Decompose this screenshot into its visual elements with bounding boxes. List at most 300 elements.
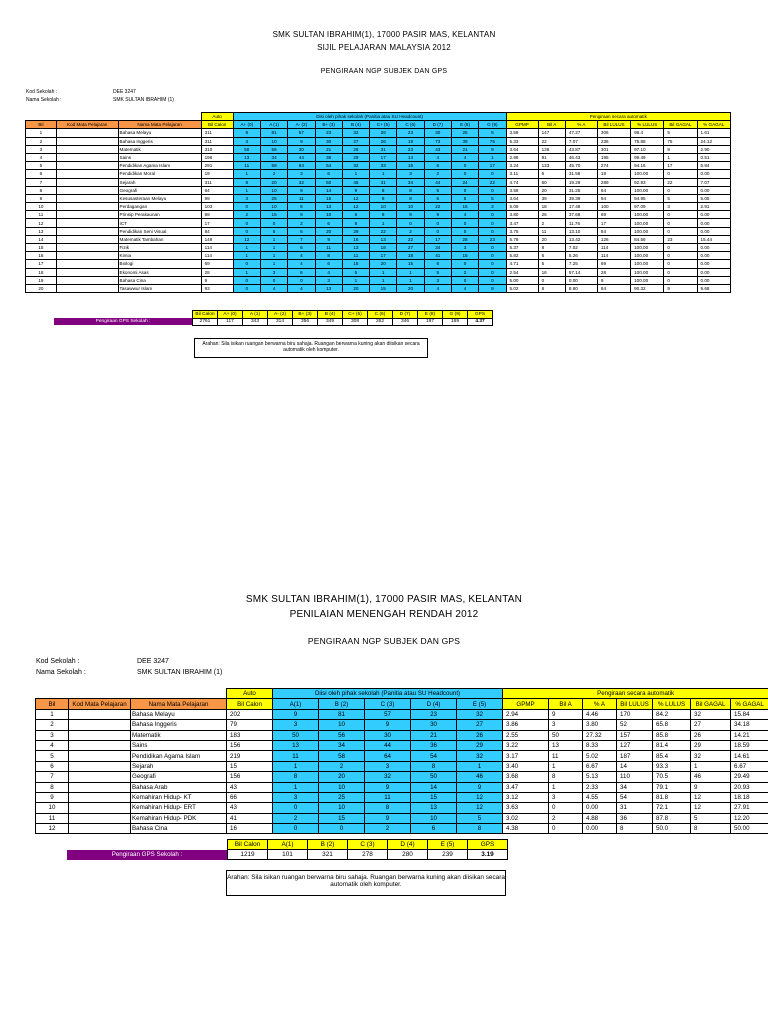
- table-cell[interactable]: 27: [457, 720, 503, 730]
- table-cell[interactable]: 30: [424, 129, 451, 137]
- column-header: Nama Mata Pelajaran: [131, 699, 227, 709]
- table-cell[interactable]: 20: [370, 260, 397, 268]
- table-cell[interactable]: 3: [288, 170, 315, 178]
- table-cell[interactable]: 10: [315, 211, 342, 219]
- table-cell[interactable]: 9: [479, 284, 506, 292]
- table-cell[interactable]: 0: [233, 219, 260, 227]
- table-cell[interactable]: 12: [342, 203, 369, 211]
- table-cell[interactable]: 0: [479, 170, 506, 178]
- table-cell[interactable]: 31: [370, 145, 397, 153]
- table-cell[interactable]: 8: [397, 194, 424, 202]
- table-cell[interactable]: 4: [288, 260, 315, 268]
- blank-cell: [26, 113, 202, 121]
- table-cell[interactable]: 8: [273, 772, 319, 782]
- table-cell[interactable]: 64: [288, 162, 315, 170]
- table-cell[interactable]: 9: [457, 782, 503, 792]
- table-cell[interactable]: 21: [411, 730, 457, 740]
- table-cell[interactable]: 4: [288, 284, 315, 292]
- table-cell[interactable]: 0: [273, 803, 319, 813]
- table-cell[interactable]: 0: [451, 219, 478, 227]
- table-cell[interactable]: 0: [479, 227, 506, 235]
- table-cell[interactable]: 6: [288, 268, 315, 276]
- table-cell: 100.00: [631, 219, 664, 227]
- table-cell[interactable]: 30: [288, 145, 315, 153]
- table-cell[interactable]: 8: [288, 203, 315, 211]
- table-cell[interactable]: 30: [411, 720, 457, 730]
- table-cell[interactable]: 54: [411, 751, 457, 761]
- table-cell[interactable]: 32: [342, 129, 369, 137]
- table-cell[interactable]: 9: [288, 211, 315, 219]
- table-cell[interactable]: 0: [451, 186, 478, 194]
- table-cell[interactable]: 13: [411, 803, 457, 813]
- table-cell[interactable]: 1: [273, 782, 319, 792]
- table-cell[interactable]: 1: [397, 276, 424, 284]
- table-cell[interactable]: 20: [342, 284, 369, 292]
- table-cell[interactable]: 20: [319, 772, 365, 782]
- table-cell[interactable]: 10: [260, 137, 287, 145]
- table-cell[interactable]: 0: [451, 227, 478, 235]
- table-cell[interactable]: 26: [370, 129, 397, 137]
- table-cell[interactable]: 24: [451, 178, 478, 186]
- table-cell[interactable]: 26: [457, 730, 503, 740]
- table-cell[interactable]: 5: [424, 268, 451, 276]
- table-cell[interactable]: 58: [319, 751, 365, 761]
- table-cell[interactable]: 25: [451, 129, 478, 137]
- table-cell: [56, 252, 118, 260]
- table-cell[interactable]: 23: [479, 235, 506, 243]
- table-cell[interactable]: 6: [424, 162, 451, 170]
- table-cell[interactable]: 0: [233, 203, 260, 211]
- table-cell[interactable]: 3: [233, 137, 260, 145]
- table-cell[interactable]: 32: [288, 178, 315, 186]
- table-cell[interactable]: 9: [233, 129, 260, 137]
- table-cell[interactable]: 9: [365, 720, 411, 730]
- table-cell[interactable]: 9: [342, 186, 369, 194]
- table-cell[interactable]: 10: [319, 803, 365, 813]
- summary-header: E (5): [428, 840, 468, 850]
- table-cell[interactable]: 10: [411, 813, 457, 823]
- table-cell[interactable]: 43: [424, 145, 451, 153]
- table-cell[interactable]: 25: [319, 792, 365, 802]
- kod-value: DEE 3247: [113, 89, 136, 95]
- table-cell[interactable]: 4: [424, 284, 451, 292]
- table-cell[interactable]: 64: [365, 751, 411, 761]
- table-cell[interactable]: 0: [451, 260, 478, 268]
- table-cell: 3.64: [506, 194, 538, 202]
- table-cell: 0.00: [565, 276, 597, 284]
- table-cell[interactable]: 0: [479, 244, 506, 252]
- table-cell[interactable]: 10: [260, 186, 287, 194]
- table-cell[interactable]: 0: [479, 276, 506, 284]
- table-cell[interactable]: 26: [370, 137, 397, 145]
- table-cell[interactable]: 13: [342, 244, 369, 252]
- table-cell[interactable]: 8: [397, 186, 424, 194]
- table-cell[interactable]: 5: [260, 227, 287, 235]
- table-cell[interactable]: 3: [451, 244, 478, 252]
- table-cell[interactable]: 33: [370, 162, 397, 170]
- table-cell[interactable]: 1: [233, 268, 260, 276]
- table-cell[interactable]: 1: [370, 170, 397, 178]
- table-cell[interactable]: 1: [342, 170, 369, 178]
- table-cell: 149: [201, 235, 233, 243]
- table-cell[interactable]: 0: [424, 219, 451, 227]
- table-cell[interactable]: 50: [411, 772, 457, 782]
- table-cell[interactable]: 9: [365, 813, 411, 823]
- table-cell[interactable]: 1: [370, 268, 397, 276]
- table-cell[interactable]: 50: [315, 178, 342, 186]
- table-cell[interactable]: 0: [397, 219, 424, 227]
- table-cell[interactable]: 15: [411, 792, 457, 802]
- table-cell[interactable]: 28: [451, 235, 478, 243]
- table-cell[interactable]: 1: [273, 761, 319, 771]
- table-cell[interactable]: 9: [315, 235, 342, 243]
- table-cell[interactable]: 0: [479, 219, 506, 227]
- table-cell[interactable]: 14: [411, 782, 457, 792]
- table-cell[interactable]: 12: [457, 792, 503, 802]
- table-cell[interactable]: 39: [451, 137, 478, 145]
- table-cell[interactable]: 2: [397, 227, 424, 235]
- table-cell[interactable]: 6: [411, 824, 457, 834]
- table-cell[interactable]: 8: [370, 186, 397, 194]
- table-cell[interactable]: 41: [424, 252, 451, 260]
- table-cell[interactable]: 27: [342, 137, 369, 145]
- table-cell[interactable]: 18: [370, 244, 397, 252]
- table-cell: [69, 761, 131, 771]
- table-cell[interactable]: 57: [365, 709, 411, 719]
- table-cell[interactable]: 34: [424, 244, 451, 252]
- table-cell[interactable]: 0: [260, 219, 287, 227]
- table-cell[interactable]: 0: [260, 276, 287, 284]
- table-cell[interactable]: 50: [273, 730, 319, 740]
- table-cell[interactable]: 8: [365, 803, 411, 813]
- table-cell[interactable]: 6: [315, 260, 342, 268]
- table-cell[interactable]: 6: [315, 170, 342, 178]
- table-cell: 27.32: [583, 730, 617, 740]
- table-cell[interactable]: 1: [260, 260, 287, 268]
- table-cell[interactable]: 4: [451, 153, 478, 161]
- table-cell[interactable]: 11: [288, 194, 315, 202]
- table-cell[interactable]: 73: [424, 137, 451, 145]
- table-cell[interactable]: 0: [451, 162, 478, 170]
- table-row: [26, 194, 731, 202]
- table-cell[interactable]: 14: [397, 153, 424, 161]
- table-cell: 8: [691, 824, 731, 834]
- table-cell[interactable]: 14: [315, 186, 342, 194]
- table-cell[interactable]: 58: [260, 162, 287, 170]
- table-cell[interactable]: 17: [370, 153, 397, 161]
- table-cell[interactable]: 4: [315, 268, 342, 276]
- table-cell[interactable]: 3: [233, 194, 260, 202]
- table-cell: [56, 137, 118, 145]
- table-cell[interactable]: 9: [479, 145, 506, 153]
- table-cell[interactable]: 36: [315, 153, 342, 161]
- table-cell[interactable]: 15: [319, 813, 365, 823]
- table-cell[interactable]: 15: [370, 284, 397, 292]
- table-cell[interactable]: 32: [457, 751, 503, 761]
- table-cell[interactable]: 32: [365, 772, 411, 782]
- table-cell[interactable]: 3: [260, 268, 287, 276]
- table-cell[interactable]: 12: [233, 235, 260, 243]
- table-cell[interactable]: 13: [370, 235, 397, 243]
- table-cell[interactable]: 20: [397, 284, 424, 292]
- table-cell[interactable]: 17: [370, 252, 397, 260]
- table-cell[interactable]: 29: [342, 227, 369, 235]
- table-row: [26, 178, 731, 186]
- kod-value: DEE 3247: [137, 658, 169, 665]
- table-cell[interactable]: 36: [411, 740, 457, 750]
- table-cell[interactable]: 46: [457, 772, 503, 782]
- table-cell[interactable]: 16: [342, 235, 369, 243]
- table-cell: 114: [201, 244, 233, 252]
- table-cell[interactable]: 23: [411, 709, 457, 719]
- table-cell[interactable]: 34: [319, 740, 365, 750]
- table-cell[interactable]: 6: [342, 211, 369, 219]
- table-cell[interactable]: 2: [273, 813, 319, 823]
- table-cell[interactable]: 26: [342, 145, 369, 153]
- table-cell: 28: [201, 268, 233, 276]
- table-cell[interactable]: 3: [273, 792, 319, 802]
- table-cell[interactable]: 15: [397, 260, 424, 268]
- table-cell[interactable]: 8: [233, 178, 260, 186]
- table-cell[interactable]: 9: [273, 709, 319, 719]
- table-cell[interactable]: 1: [233, 186, 260, 194]
- table-cell[interactable]: 8: [457, 824, 503, 834]
- table-cell: [56, 227, 118, 235]
- table-cell[interactable]: 11: [342, 252, 369, 260]
- table-cell[interactable]: 0: [424, 227, 451, 235]
- table-cell[interactable]: 9: [397, 211, 424, 219]
- table-cell[interactable]: 16: [397, 162, 424, 170]
- table-cell[interactable]: 5: [342, 268, 369, 276]
- table-cell[interactable]: 3: [397, 170, 424, 178]
- table-cell[interactable]: 11: [273, 751, 319, 761]
- table-cell[interactable]: 0: [479, 268, 506, 276]
- table-cell[interactable]: 0: [233, 284, 260, 292]
- table-cell: 22: [664, 178, 697, 186]
- table-cell[interactable]: 1: [260, 252, 287, 260]
- table-cell[interactable]: 1: [479, 153, 506, 161]
- table-cell[interactable]: 3: [365, 761, 411, 771]
- table-cell[interactable]: 15: [451, 252, 478, 260]
- arahan-text: Arahan: Sila isikan ruangan berwarna biru sahaja. Ruangan berwarna kuning akan diisikan secara automatik oleh komputer.: [227, 874, 505, 888]
- table-cell[interactable]: 2: [288, 219, 315, 227]
- table-cell[interactable]: 2: [424, 170, 451, 178]
- table-cell[interactable]: 5: [479, 194, 506, 202]
- table-cell[interactable]: 6: [288, 244, 315, 252]
- table-cell[interactable]: 75: [479, 137, 506, 145]
- table-cell: [69, 824, 131, 834]
- table-cell[interactable]: 0: [233, 276, 260, 284]
- table-cell[interactable]: 22: [397, 235, 424, 243]
- table-cell[interactable]: 30: [365, 730, 411, 740]
- table-cell[interactable]: 0: [479, 211, 506, 219]
- table-cell[interactable]: 10: [319, 720, 365, 730]
- table-cell[interactable]: 15: [342, 260, 369, 268]
- table-cell[interactable]: 19: [397, 137, 424, 145]
- table-cell[interactable]: 4: [451, 211, 478, 219]
- table-cell[interactable]: 13: [233, 153, 260, 161]
- table-cell[interactable]: 31: [370, 178, 397, 186]
- table-cell[interactable]: 3: [273, 720, 319, 730]
- table-cell[interactable]: 15: [315, 194, 342, 202]
- table-cell: 9.68: [697, 284, 730, 292]
- table-cell[interactable]: 10: [260, 203, 287, 211]
- table-cell[interactable]: 17: [424, 235, 451, 243]
- table-cell[interactable]: 1: [370, 276, 397, 284]
- table-cell[interactable]: 0: [233, 260, 260, 268]
- table-cell[interactable]: 30: [315, 137, 342, 145]
- table-cell[interactable]: 2: [319, 761, 365, 771]
- table-cell[interactable]: 1: [397, 268, 424, 276]
- table-cell[interactable]: 46: [342, 178, 369, 186]
- table-cell[interactable]: 6: [424, 194, 451, 202]
- table-cell[interactable]: 10: [319, 782, 365, 792]
- table-cell: 92.93: [631, 178, 664, 186]
- table-cell: 3.64: [506, 145, 538, 153]
- table-cell[interactable]: 50: [233, 145, 260, 153]
- table-cell[interactable]: 2: [451, 268, 478, 276]
- table-cell[interactable]: 3: [424, 276, 451, 284]
- table-cell[interactable]: 9: [370, 194, 397, 202]
- table-cell[interactable]: 2: [260, 170, 287, 178]
- table-cell[interactable]: 81: [260, 129, 287, 137]
- table-cell[interactable]: 1: [260, 235, 287, 243]
- table-cell[interactable]: 32: [342, 162, 369, 170]
- table-cell[interactable]: 20: [315, 227, 342, 235]
- exam-title: SIJIL PELAJARAN MALAYSIA 2012: [317, 43, 451, 52]
- table-cell[interactable]: 3: [479, 203, 506, 211]
- table-cell[interactable]: 0: [479, 260, 506, 268]
- table-cell[interactable]: 2: [233, 211, 260, 219]
- table-cell[interactable]: 13: [315, 203, 342, 211]
- school-title: SMK SULTAN IBRAHIM(1), 17000 PASIR MAS, KELANTAN: [272, 30, 496, 39]
- table-cell[interactable]: 4: [451, 284, 478, 292]
- table-cell[interactable]: 4: [288, 252, 315, 260]
- table-cell[interactable]: 8: [315, 252, 342, 260]
- table-cell[interactable]: 34: [260, 153, 287, 161]
- table-cell[interactable]: 9: [288, 186, 315, 194]
- table-cell[interactable]: 21: [451, 145, 478, 153]
- table-cell[interactable]: 6: [315, 219, 342, 227]
- table-cell[interactable]: 0: [479, 186, 506, 194]
- table-cell[interactable]: 15: [451, 203, 478, 211]
- table-cell[interactable]: 5: [479, 129, 506, 137]
- table-cell[interactable]: 5: [451, 194, 478, 202]
- table-cell[interactable]: 23: [397, 145, 424, 153]
- table-cell[interactable]: 34: [397, 178, 424, 186]
- table-cell[interactable]: 10: [370, 203, 397, 211]
- column-header: A+ (0): [233, 121, 260, 129]
- table-cell[interactable]: 4: [424, 153, 451, 161]
- table-cell: 0: [664, 227, 697, 235]
- table-cell[interactable]: 11: [365, 792, 411, 802]
- table-cell[interactable]: 10: [397, 203, 424, 211]
- table-cell[interactable]: 12: [342, 194, 369, 202]
- table-cell[interactable]: 1: [370, 219, 397, 227]
- column-header: % LULUS: [631, 121, 664, 129]
- table-cell[interactable]: 23: [397, 129, 424, 137]
- table-cell[interactable]: 25: [260, 194, 287, 202]
- table-cell[interactable]: 44: [288, 153, 315, 161]
- table-cell[interactable]: 9: [424, 211, 451, 219]
- table-cell: 3: [549, 720, 583, 730]
- table-cell[interactable]: 22: [479, 178, 506, 186]
- table-cell[interactable]: 32: [457, 709, 503, 719]
- table-cell[interactable]: 11: [315, 244, 342, 252]
- table-cell[interactable]: 9: [365, 782, 411, 792]
- table-cell[interactable]: 4: [260, 284, 287, 292]
- table-cell[interactable]: 1: [260, 244, 287, 252]
- table-cell[interactable]: 0: [451, 276, 478, 284]
- table-cell[interactable]: 56: [319, 730, 365, 740]
- table-cell[interactable]: 54: [315, 162, 342, 170]
- table-cell[interactable]: 3: [315, 276, 342, 284]
- table-cell: 3.80: [506, 211, 538, 219]
- table-cell[interactable]: 9: [370, 211, 397, 219]
- table-cell[interactable]: 0: [319, 824, 365, 834]
- table-cell[interactable]: 5: [457, 813, 503, 823]
- table-cell[interactable]: 1: [342, 276, 369, 284]
- table-cell[interactable]: 20: [260, 178, 287, 186]
- table-cell[interactable]: 23: [315, 129, 342, 137]
- table-cell[interactable]: 13: [273, 740, 319, 750]
- table-cell[interactable]: 1: [233, 252, 260, 260]
- table-cell[interactable]: 44: [424, 178, 451, 186]
- table-cell[interactable]: 0: [479, 252, 506, 260]
- table-cell[interactable]: 57: [288, 129, 315, 137]
- table-cell[interactable]: 27: [397, 244, 424, 252]
- kod-label: Kod Sekolah :: [36, 658, 80, 665]
- table-cell: 156: [227, 740, 273, 750]
- table-row: [36, 740, 768, 750]
- table-cell: Sains: [118, 153, 201, 161]
- table-cell: Kemahiran Hidup- ERT: [131, 803, 227, 813]
- table-cell: Sejarah: [118, 178, 201, 186]
- table-cell[interactable]: 0: [233, 227, 260, 235]
- table-cell[interactable]: 2: [365, 824, 411, 834]
- table-cell[interactable]: 6: [288, 227, 315, 235]
- table-cell[interactable]: 0: [288, 276, 315, 284]
- table-cell[interactable]: 18: [397, 252, 424, 260]
- table-cell[interactable]: 1: [457, 761, 503, 771]
- table-cell[interactable]: 8: [342, 219, 369, 227]
- table-cell[interactable]: 1: [233, 244, 260, 252]
- table-cell[interactable]: 6: [424, 260, 451, 268]
- table-cell[interactable]: 8: [411, 761, 457, 771]
- table-cell[interactable]: 5: [424, 186, 451, 194]
- table-cell[interactable]: 17: [479, 162, 506, 170]
- table-cell[interactable]: 22: [424, 203, 451, 211]
- table-cell[interactable]: 29: [342, 153, 369, 161]
- table-cell[interactable]: 21: [315, 145, 342, 153]
- table-cell[interactable]: 9: [288, 137, 315, 145]
- table-cell[interactable]: 13: [315, 284, 342, 292]
- table-row: [26, 162, 731, 170]
- table-cell: 50.00: [731, 824, 768, 834]
- table-cell[interactable]: 29: [457, 740, 503, 750]
- table-cell[interactable]: 15: [260, 211, 287, 219]
- table-cell[interactable]: 11: [233, 162, 260, 170]
- table-cell[interactable]: 0: [273, 824, 319, 834]
- table-cell[interactable]: 44: [365, 740, 411, 750]
- table-cell[interactable]: 81: [319, 709, 365, 719]
- table-cell[interactable]: 56: [260, 145, 287, 153]
- table-cell[interactable]: 7: [288, 235, 315, 243]
- table-cell[interactable]: 22: [370, 227, 397, 235]
- table-cell[interactable]: 12: [457, 803, 503, 813]
- table-cell[interactable]: 0: [451, 170, 478, 178]
- table-cell[interactable]: 1: [233, 170, 260, 178]
